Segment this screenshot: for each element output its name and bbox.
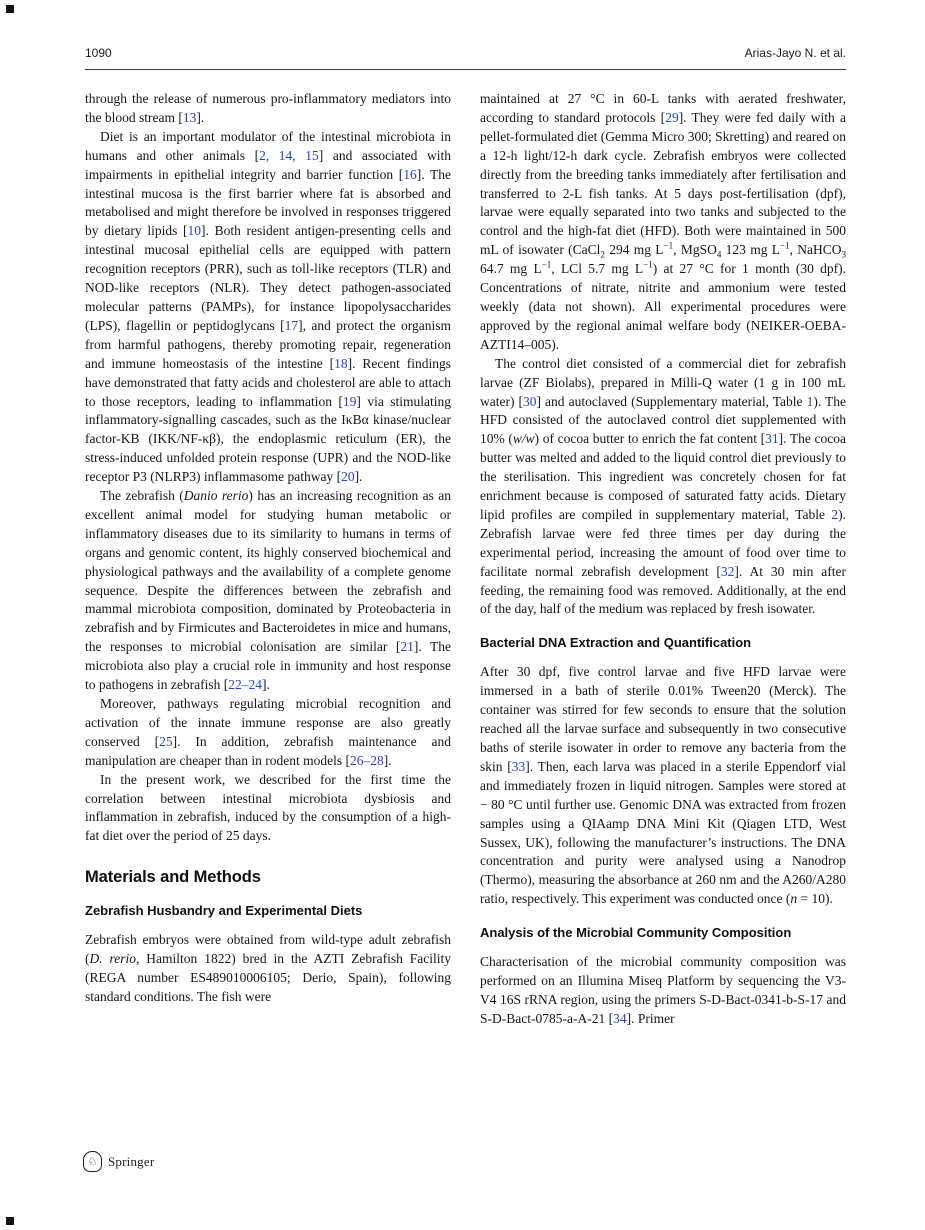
citation-link[interactable]: 20: [341, 469, 355, 485]
italic-text: D. rerio: [89, 951, 137, 967]
italic-text: n: [790, 891, 798, 907]
subscript-text: 4: [716, 249, 722, 260]
running-authors: Arias-Jayo N. et al.: [744, 46, 846, 60]
italic-text: w/w: [512, 431, 535, 447]
paragraph: After 30 dpf, five control larvae and five HFD larvae were immersed in a bath of sterile 0.01% Tween20 (Merck). The container was stirred for few seconds to ensure that the solution reached all the larvae surface and subsequently in two consecutive baths of sterile isowater in order to remove any bacteria from the skin [33]. Then, each larva was placed in a sterile Eppendorf vial and immediately frozen in liquid nitrogen. Samples were stored at − 80 °C until further use. Genomic DNA was extracted from frozen samples using a QIAamp DNA Mini Kit (Qiagen LTD, West Sussex, UK), following the manufacturer’s instructions. The DNA concentration and purity were analysed using a Nanodrop (Thermo), measuring the absorbance at 260 nm and the A260/A280 ratio, respectively. This experiment was conducted once (n = 10).: [480, 664, 846, 907]
page-number: 1090: [85, 46, 112, 60]
running-head: [85, 46, 846, 70]
superscript-text: −1: [780, 240, 790, 251]
citation-link[interactable]: 21: [400, 639, 414, 655]
paragraph: Characterisation of the microbial community composition was performed on an Illumina Miseq Platform by sequencing the V3-V4 16S rRNA region, using the primers S-D-Bact-0341-b-S-17 and S-D-Bact-0785-a-A-21 [34]. Primer: [480, 954, 846, 1026]
citation-link[interactable]: 32: [720, 563, 735, 579]
right-column: [480, 90, 846, 1152]
subsection-heading: Zebrafish Husbandry and Experimental Diets: [85, 903, 363, 919]
citation-link[interactable]: 1: [806, 393, 814, 409]
section-heading: Materials and Methods: [85, 868, 261, 887]
citation-link[interactable]: 25: [159, 733, 173, 749]
paragraph: through the release of numerous pro-inflammatory mediators into the blood stream [13].: [85, 91, 451, 125]
article-body: [85, 90, 846, 1152]
citation-link[interactable]: 2: [831, 506, 839, 522]
springer-horse-icon: ♘: [83, 1151, 102, 1172]
italic-text: Danio rerio: [183, 488, 249, 504]
paragraph: Diet is an important modulator of the intestinal microbiota in humans and other animals [2, 14, 15] and associated with impairments in epithelial integrity and barrier function [16]. The intestinal mucosa is the first barrier where fat is absorbed and metabolised and might therefore be involved in responses triggered by dietary lipids [10]. Both resident antigen-presenting cells and intestinal mucosal epithelial cells are equipped with pattern recognition receptors (PRR), such as toll-like receptors (TLR) and NOD-like receptors (NLR). They detect pathogen-associated molecular patterns (PAMPs), for instance lipopolysaccharides (LPS), flagellin or peptidoglycans [17], and protect the organism from harmful pathogens, thereby promoting repair, regeneration and immune homeostasis of the intestine [18]. Recent findings have demonstrated that fatty acids and cholesterol are able to attach to those receptors, leading to inflammation [19] via stimulating inflammatory-signalling cascades, such as the IκBα kinase/nuclear factor-KB (IKK/NF-κβ), the endoplasmic reticulum (ER), the stress-induced unfolded protein response (UPR) and the NOD-like receptor P3 (NLRP3) inflammasome pathway [20].: [85, 128, 452, 485]
citation-link[interactable]: 26–28: [350, 752, 384, 768]
publisher-name: Springer: [108, 1153, 155, 1169]
superscript-text: −1: [643, 259, 653, 270]
paragraph: The zebrafish (Danio rerio) has an increasing recognition as an excellent animal model for studying human metabolic or inflammatory diseases due to its similarity to humans in terms of organs and genomic content, its highly conserved biochemical and physiological pathways and the availability of a complete genome sequence. Despite the differences between the zebrafish and mammal microbiota composition, dominated by Proteobacteria in zebrafish and by Firmicutes and Bacteroidetes in mice and humans, the responses to microbial colonisation are similar [21]. The microbiota also play a crucial role in immunity and host response to pathogens in zebrafish [22–24].: [85, 488, 451, 693]
superscript-text: −1: [663, 240, 674, 251]
subsection-heading: Analysis of the Microbial Community Composition: [480, 925, 792, 941]
corner-mark: [6, 5, 14, 13]
citation-link[interactable]: 29: [665, 109, 679, 125]
corner-mark: [6, 1217, 14, 1225]
paragraph: Moreover, pathways regulating microbial recognition and activation of the innate immune response are also greatly conserved [25]. In addition, zebrafish maintenance and manipulation are cheaper than in rodent models [26–28].: [85, 696, 451, 768]
publisher-footer: [83, 1151, 154, 1172]
citation-link[interactable]: 2, 14, 15: [259, 147, 319, 163]
subsection-heading: Bacterial DNA Extraction and Quantification: [480, 635, 752, 651]
citation-link[interactable]: 22–24: [228, 677, 262, 693]
left-column: [85, 90, 451, 1152]
paragraph: Zebrafish embryos were obtained from wild-type adult zebrafish (D. rerio, Hamilton 1822) bred in the AZTI Zebrafish Facility (REGA number ES489010006105; Derio, Spain), following standard conditions. The fish were: [85, 932, 452, 1004]
paragraph: In the present work, we described for the first time the correlation between intestinal microbiota dysbiosis and inflammation in zebrafish, induced by the consumption of a high-fat diet over the period of 25 days.: [85, 771, 451, 844]
subscript-text: 3: [841, 249, 846, 260]
citation-link[interactable]: 34: [613, 1010, 627, 1026]
citation-link[interactable]: 13: [182, 109, 197, 125]
citation-link[interactable]: 10: [187, 223, 202, 239]
paragraph: The control diet consisted of a commercial diet for zebrafish larvae (ZF Biolabs), prepared in Milli-Q water (1 g in 100 mL water) [30] and autoclaved (Supplementary material, Table 1). The HFD consisted of the autoclaved control diet supplemented with 10% (w/w) of cocoa butter to enrich the fat content [31]. The cocoa butter was melted and added to the liquid control diet previously to the sterilisation. This ingredient was concretely chosen for fat enrichment because is composed of saturated fatty acids. Dietary lipid profiles are compiled in supplementary material, Table 2). Zebrafish larvae were fed three times per day during the experimental period, increasing the amount of food over time to facilitate normal zebrafish development [32]. At 30 min after feeding, the remaining food was removed. Additionally, at the end of the day, half of the medium was replaced by fresh isowater.: [480, 355, 846, 617]
citation-link[interactable]: 18: [334, 355, 348, 371]
citation-link[interactable]: 33: [511, 758, 526, 774]
citation-link[interactable]: 17: [284, 317, 299, 333]
citation-link[interactable]: 31: [765, 431, 779, 447]
superscript-text: −1: [541, 259, 552, 270]
subscript-text: 2: [600, 249, 605, 260]
citation-link[interactable]: 19: [342, 393, 357, 409]
citation-link[interactable]: 30: [523, 393, 537, 409]
citation-link[interactable]: 16: [403, 166, 417, 182]
paragraph: maintained at 27 °C in 60-L tanks with aerated freshwater, according to standard protocols [29]. They were fed daily with a pellet-formulated diet (Gemma Micro 300; Skretting) and reared on a 12-h light/12-h dark cycle. Zebrafish embryos were collected directly from the breeding tanks immediately after fertilisation and transferred to 2-L fish tanks. At 5 days post-fertilisation (dpf), larvae were equally separated into two tanks and subjected to the control and the high-fat diet (HFD). Both were maintained in 500 mL of isowater (CaCl$_2$ 294 mg $L^{-1}$, MgSO$_4$ 123 mg $L^{-1}$, NaHCO$_3$ 64.7 mg $L^{-1}$, LCl 5.7 mg $L^{-1}$) at 27 °C for 1 month (30 dpf). Concentrations of nitrate, nitrite and ammonium were tested weekly (data not shown). All experimental procedures were approved by the regional animal welfare body (NEIKER-OEBA-AZTI14–005).: [480, 91, 846, 352]
